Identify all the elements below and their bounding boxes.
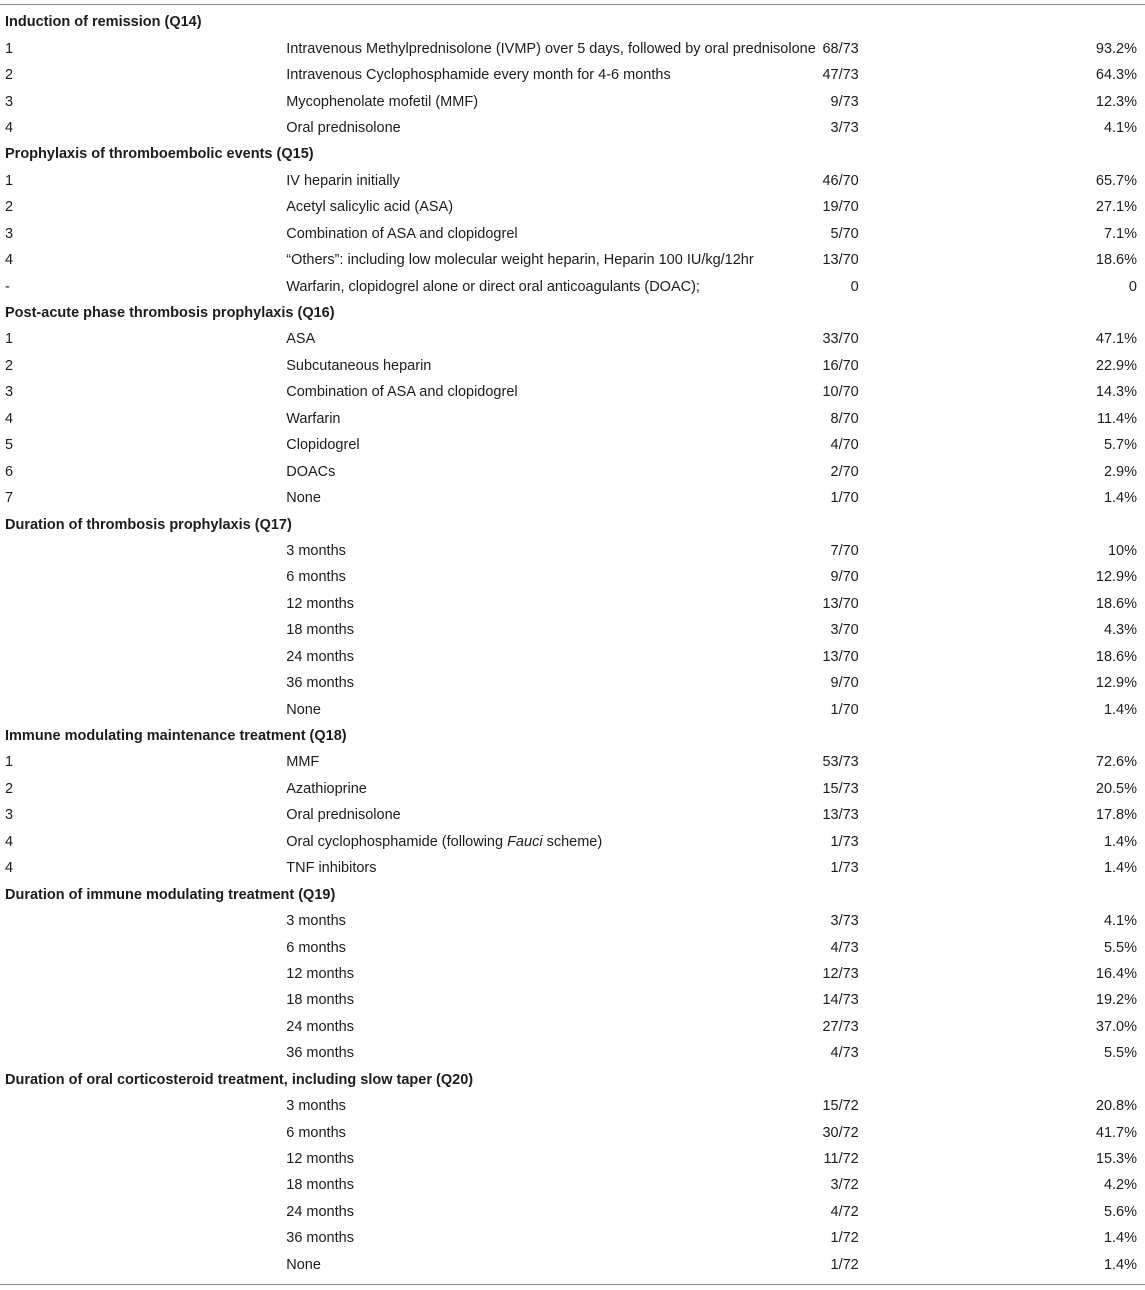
- table-row: [0, 273, 1145, 299]
- row-percent: 12.9%: [1095, 675, 1137, 692]
- row-percent: 10%: [1107, 542, 1137, 559]
- row-item: None: [286, 1256, 321, 1273]
- row-percent: 41.7%: [1095, 1124, 1137, 1141]
- row-item: TNF inhibitors: [286, 860, 377, 877]
- row-percent: 1.4%: [1103, 701, 1137, 718]
- row-count: 68/73: [822, 40, 859, 57]
- row-item: Intravenous Methylprednisolone (IVMP) over 5 days, followed by oral prednisolone: [286, 40, 816, 57]
- row-number: 1: [5, 754, 14, 771]
- table-row: [0, 247, 1145, 273]
- row-percent: 4.2%: [1103, 1177, 1137, 1194]
- row-item: 3 months: [286, 913, 346, 930]
- table-row: [0, 696, 1145, 722]
- row-item: 3 months: [286, 542, 346, 559]
- row-number: 4: [5, 860, 14, 877]
- row-count: 46/70: [822, 172, 859, 189]
- table-row: [0, 432, 1145, 458]
- row-percent: 14.3%: [1095, 384, 1137, 401]
- row-percent: 65.7%: [1095, 172, 1137, 189]
- row-percent: 4.3%: [1103, 622, 1137, 639]
- row-item: 18 months: [286, 622, 354, 639]
- row-count: 4/72: [830, 1203, 859, 1220]
- row-item: Combination of ASA and clopidogrel: [286, 384, 518, 401]
- section-header-row: [0, 1067, 1145, 1093]
- row-percent: 18.6%: [1095, 648, 1137, 665]
- row-percent: 20.5%: [1095, 780, 1137, 797]
- row-count: 3/73: [830, 913, 859, 930]
- section-header-row: [0, 511, 1145, 537]
- row-count: 10/70: [822, 384, 859, 401]
- row-percent: 1.4%: [1103, 1256, 1137, 1273]
- row-percent: 5.5%: [1103, 939, 1137, 956]
- row-count: 14/73: [822, 992, 859, 1009]
- table-row: [0, 326, 1145, 352]
- row-percent: 20.8%: [1095, 1098, 1137, 1115]
- table-body: [0, 9, 1145, 1278]
- row-item-text: Oral cyclophosphamide (following: [286, 833, 508, 850]
- table-row: [0, 644, 1145, 670]
- row-count: 2/70: [830, 463, 859, 480]
- row-percent: 1.4%: [1103, 833, 1137, 850]
- row-item: Combination of ASA and clopidogrel: [286, 225, 518, 242]
- row-count: 3/70: [830, 622, 859, 639]
- table-row: [0, 829, 1145, 855]
- row-count: 9/73: [830, 93, 859, 110]
- table-row: [0, 1199, 1145, 1225]
- row-count: 30/72: [822, 1124, 859, 1141]
- section-title: Prophylaxis of thromboembolic events (Q15): [5, 146, 314, 163]
- table-row: [0, 1040, 1145, 1066]
- row-count: 4/70: [830, 437, 859, 454]
- row-percent: 1.4%: [1103, 490, 1137, 507]
- row-number: [0, 1252, 286, 1278]
- table-row: [0, 1119, 1145, 1145]
- table-row: [0, 168, 1145, 194]
- table-row: [0, 353, 1145, 379]
- row-number: 4: [5, 252, 14, 269]
- row-number: 1: [5, 172, 14, 189]
- row-number: [0, 1014, 286, 1040]
- row-count: 1/73: [830, 833, 859, 850]
- table-row: [0, 62, 1145, 88]
- row-percent: 93.2%: [1095, 40, 1137, 57]
- section-title: Induction of remission (Q14): [5, 14, 202, 31]
- row-number: [0, 1172, 286, 1198]
- row-percent: 22.9%: [1095, 357, 1137, 374]
- table-row: [0, 379, 1145, 405]
- row-count: 1/70: [830, 701, 859, 718]
- section-header-row: [0, 881, 1145, 907]
- row-count: 53/73: [822, 754, 859, 771]
- row-percent: 2.9%: [1103, 463, 1137, 480]
- row-number: [0, 1146, 286, 1172]
- row-item: DOACs: [286, 463, 336, 480]
- row-percent: 5.6%: [1103, 1203, 1137, 1220]
- table-row: [0, 538, 1145, 564]
- row-count: 47/73: [822, 67, 859, 84]
- row-item: Acetyl salicylic acid (ASA): [286, 199, 454, 216]
- table-row: [0, 961, 1145, 987]
- row-number: 1: [5, 40, 14, 57]
- section-title: Immune modulating maintenance treatment (Q18): [5, 728, 347, 745]
- row-item: Clopidogrel: [286, 437, 360, 454]
- row-count: 16/70: [822, 357, 859, 374]
- row-item: MMF: [286, 754, 320, 771]
- row-item: ASA: [286, 331, 316, 348]
- row-number: 4: [5, 119, 14, 136]
- row-percent: 7.1%: [1103, 225, 1137, 242]
- table-row: [0, 802, 1145, 828]
- row-item-italic: Fauci: [507, 833, 543, 850]
- row-number: [0, 908, 286, 934]
- table-row: [0, 670, 1145, 696]
- row-percent: 4.1%: [1103, 913, 1137, 930]
- row-item: [286, 829, 603, 855]
- row-item: “Others”: including low molecular weight heparin, Heparin 100 IU/kg/12hr: [286, 252, 754, 269]
- row-count: 9/70: [830, 675, 859, 692]
- row-count: 19/70: [822, 199, 859, 216]
- row-item: 36 months: [286, 1045, 354, 1062]
- section-title: Duration of thrombosis prophylaxis (Q17): [5, 516, 292, 533]
- table-row: [0, 88, 1145, 114]
- row-count: 7/70: [830, 542, 859, 559]
- row-item: 12 months: [286, 965, 354, 982]
- row-number: 6: [5, 463, 14, 480]
- row-percent: 1.4%: [1103, 860, 1137, 877]
- row-count: 11/72: [823, 1151, 859, 1168]
- row-percent: 12.9%: [1095, 569, 1137, 586]
- row-count: 27/73: [822, 1018, 859, 1035]
- table-row: [0, 934, 1145, 960]
- section-header-row: [0, 300, 1145, 326]
- table-row: [0, 406, 1145, 432]
- row-count: 4/73: [830, 1045, 859, 1062]
- row-number: [0, 987, 286, 1013]
- row-number: 4: [5, 833, 14, 850]
- row-item: 3 months: [286, 1098, 346, 1115]
- row-number: 2: [5, 67, 14, 84]
- row-count: 5/70: [830, 225, 859, 242]
- row-number: 2: [5, 199, 14, 216]
- row-count: 1/72: [830, 1256, 859, 1273]
- table-row: [0, 591, 1145, 617]
- table-row: [0, 908, 1145, 934]
- section-title: Post-acute phase thrombosis prophylaxis (Q16): [5, 305, 335, 322]
- row-percent: 5.5%: [1103, 1045, 1137, 1062]
- row-item: 24 months: [286, 1203, 354, 1220]
- section-title: Duration of immune modulating treatment (Q19): [5, 886, 336, 903]
- row-item: 18 months: [286, 1177, 354, 1194]
- table-row: [0, 1146, 1145, 1172]
- row-item: 24 months: [286, 1018, 354, 1035]
- row-item: Azathioprine: [286, 780, 367, 797]
- row-item: 12 months: [286, 595, 354, 612]
- row-number: 2: [5, 780, 14, 797]
- row-number: 3: [5, 384, 14, 401]
- row-number: [0, 1225, 286, 1251]
- row-item: 36 months: [286, 1230, 354, 1247]
- row-number: [0, 644, 286, 670]
- row-count: 12/73: [822, 965, 859, 982]
- row-number: [0, 696, 286, 722]
- table-row: [0, 987, 1145, 1013]
- table-row: [0, 1014, 1145, 1040]
- row-number: [0, 670, 286, 696]
- row-percent: 72.6%: [1095, 754, 1137, 771]
- row-item: 24 months: [286, 648, 354, 665]
- row-number: [0, 961, 286, 987]
- table-row: [0, 458, 1145, 484]
- row-number: 3: [5, 93, 14, 110]
- row-item: 12 months: [286, 1151, 354, 1168]
- row-percent: 4.1%: [1103, 119, 1137, 136]
- row-item: 18 months: [286, 992, 354, 1009]
- row-count: 13/70: [822, 595, 859, 612]
- row-percent: 16.4%: [1095, 965, 1137, 982]
- row-count: 3/73: [830, 119, 859, 136]
- row-item: Oral prednisolone: [286, 119, 401, 136]
- row-number: 2: [5, 357, 14, 374]
- row-percent: 18.6%: [1095, 595, 1137, 612]
- table-row: [0, 776, 1145, 802]
- row-number: -: [5, 278, 10, 295]
- row-count: 13/73: [822, 807, 859, 824]
- table-row: [0, 221, 1145, 247]
- row-count: 33/70: [822, 331, 859, 348]
- row-count: 13/70: [822, 252, 859, 269]
- row-percent: 27.1%: [1095, 199, 1137, 216]
- row-number: 7: [5, 490, 14, 507]
- table-row: [0, 1225, 1145, 1251]
- row-percent: 15.3%: [1095, 1151, 1137, 1168]
- table-row: [0, 617, 1145, 643]
- row-item: Mycophenolate mofetil (MMF): [286, 93, 479, 110]
- row-item: 6 months: [286, 1124, 346, 1141]
- row-number: 3: [5, 225, 14, 242]
- table-row: [0, 1172, 1145, 1198]
- row-count: 15/72: [822, 1098, 859, 1115]
- row-item-text: scheme): [542, 833, 603, 850]
- table-row: [0, 485, 1145, 511]
- row-item: None: [286, 490, 321, 507]
- row-item: Warfarin: [286, 410, 341, 427]
- row-number: [0, 617, 286, 643]
- row-item: None: [286, 701, 321, 718]
- row-number: [0, 1040, 286, 1066]
- row-count: 0: [850, 278, 859, 295]
- row-number: [0, 1199, 286, 1225]
- row-item: 6 months: [286, 939, 346, 956]
- row-percent: 17.8%: [1095, 807, 1137, 824]
- table-row: [0, 35, 1145, 61]
- table-row: [0, 855, 1145, 881]
- row-item: Warfarin, clopidogrel alone or direct oral anticoagulants (DOAC);: [286, 278, 700, 295]
- row-percent: 47.1%: [1095, 331, 1137, 348]
- table-row: [0, 749, 1145, 775]
- table-top-rule: [0, 4, 1145, 5]
- row-item: 36 months: [286, 675, 354, 692]
- row-count: 8/70: [830, 410, 859, 427]
- row-count: 3/72: [830, 1177, 859, 1194]
- row-percent: 19.2%: [1095, 992, 1137, 1009]
- table-row: [0, 564, 1145, 590]
- row-item: Subcutaneous heparin: [286, 357, 432, 374]
- row-number: [0, 934, 286, 960]
- row-count: 13/70: [822, 648, 859, 665]
- row-percent: 64.3%: [1095, 67, 1137, 84]
- row-number: [0, 538, 286, 564]
- row-percent: 18.6%: [1095, 252, 1137, 269]
- section-header-row: [0, 723, 1145, 749]
- row-percent: 5.7%: [1103, 437, 1137, 454]
- row-count: 1/72: [830, 1230, 859, 1247]
- row-number: [0, 1093, 286, 1119]
- row-count: 15/73: [822, 780, 859, 797]
- row-percent: 1.4%: [1103, 1230, 1137, 1247]
- row-count: 1/70: [830, 490, 859, 507]
- treatment-table: [0, 9, 1145, 1278]
- row-item: 6 months: [286, 569, 346, 586]
- table-row: [0, 194, 1145, 220]
- row-item: Oral prednisolone: [286, 807, 401, 824]
- section-header-row: [0, 141, 1145, 167]
- row-number: [0, 591, 286, 617]
- row-count: 4/73: [830, 939, 859, 956]
- row-number: 4: [5, 410, 14, 427]
- row-percent: 11.4%: [1096, 410, 1137, 427]
- row-item: IV heparin initially: [286, 172, 400, 189]
- row-number: 1: [5, 331, 14, 348]
- row-percent: 12.3%: [1095, 93, 1137, 110]
- table-bottom-rule: [0, 1284, 1145, 1285]
- row-count: 1/73: [830, 860, 859, 877]
- table-row: [0, 1252, 1145, 1278]
- section-title: Duration of oral corticosteroid treatment, including slow taper (Q20): [5, 1071, 474, 1088]
- table-row: [0, 1093, 1145, 1119]
- row-number: 3: [5, 807, 14, 824]
- row-item: Intravenous Cyclophosphamide every month for 4-6 months: [286, 67, 671, 84]
- row-percent: 37.0%: [1095, 1018, 1137, 1035]
- table-row: [0, 115, 1145, 141]
- section-header-row: [0, 9, 1145, 35]
- row-number: [0, 564, 286, 590]
- row-number: 5: [5, 437, 14, 454]
- row-number: [0, 1119, 286, 1145]
- row-count: 9/70: [830, 569, 859, 586]
- row-percent: 0: [1128, 278, 1137, 295]
